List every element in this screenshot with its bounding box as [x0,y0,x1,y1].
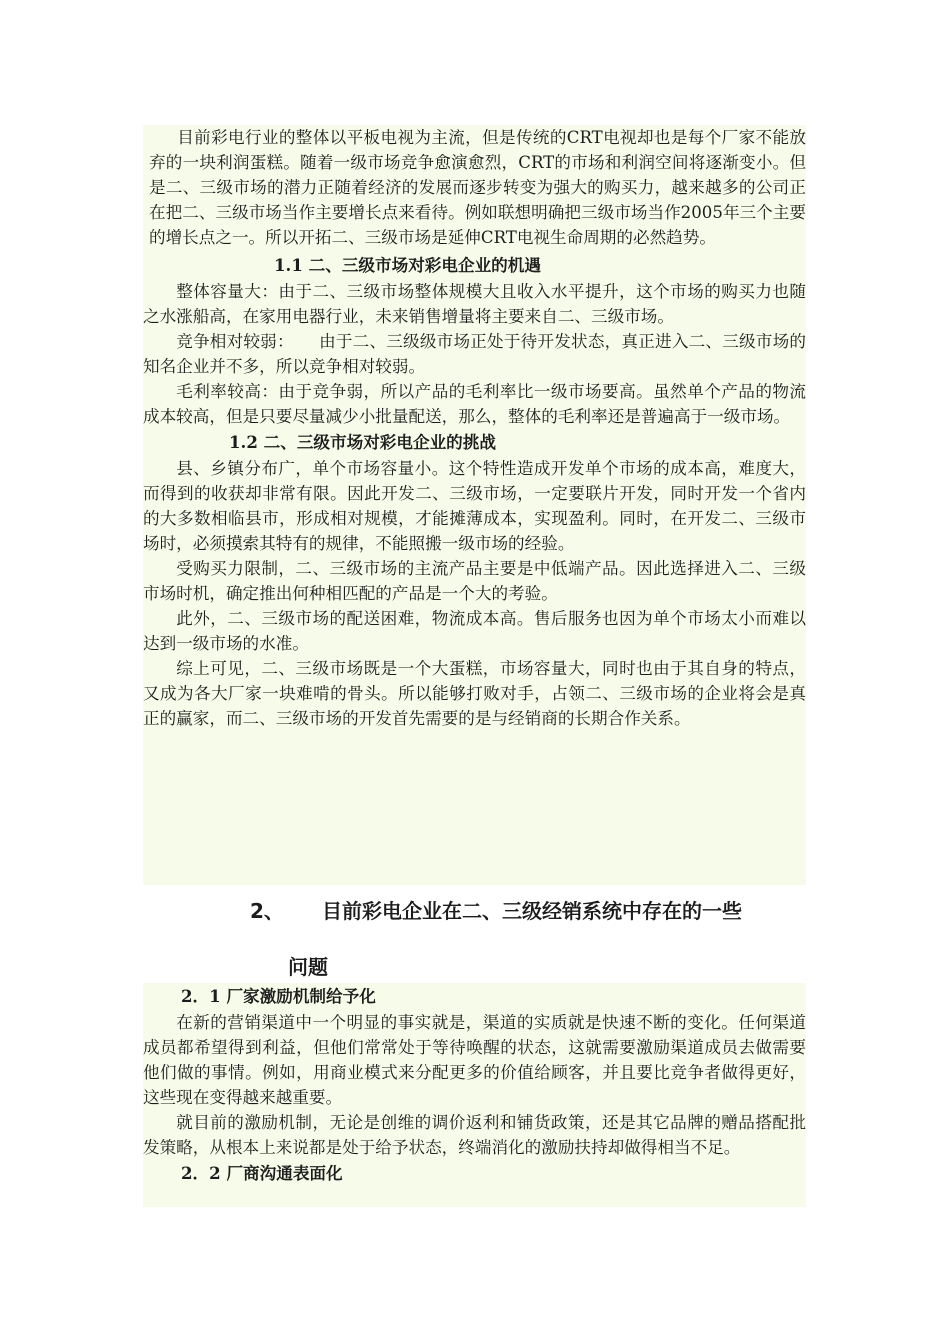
heading-2-title-line1: 目前彩电企业在二、三级经销系统中存在的一些 [322,899,742,923]
paragraph-1-2-a: 县、乡镇分布广，单个市场容量小。这个特性造成开发单个市场的成本高，难度大，而得到的收获却非常有限。因此开发二、三级市场，一定要联片开发，同时开发一个省内的大多数相临县市，形成相对规模，才能摊薄成本，实现盈利。同时，在开发二、三级市场时，必须摸索其特有的规律，不能照搬一级市场的经验。 [143,459,806,553]
paragraph-1-2-d: 综上可见，二、三级市场既是一个大蛋糕，市场容量大，同时也由于其自身的特点，又成为各大厂家一块难啃的骨头。所以能够打败对手，占领二、三级市场的企业将会是真正的赢家，而二、三级市场的开发首先需要的是与经销商的长期合作关系。 [143,659,806,728]
paragraph-1-1-b: 竞争相对较弱： 由于二、三级级市场正处于待开发状态，真正进入二、三级市场的知名企业并不多，所以竞争相对较弱。 [143,332,806,376]
section-1-block [143,125,806,885]
paragraph-2-1-a: 在新的营销渠道中一个明显的事实就是，渠道的实质就是快速不断的变化。任何渠道成员都希望得到利益，但他们常常处于等待唤醒的状态，这就需要激励渠道成员去做需要他们做的事情。例如，用商业模式来分配更多的价值给顾客，并且要比竞争者做得更好，这些现在变得越来越重要。 [143,1013,806,1107]
intro-paragraph: 目前彩电行业的整体以平板电视为主流，但是传统的CRT电视却也是每个厂家不能放弃的一块利润蛋糕。随着一级市场竞争愈演愈烈，CRT的市场和利润空间将逐渐变小。但是二、三级市场的潜力正随着经济的发展而逐步转变为强大的购买力，越来越多的公司正在把二、三级市场当作主要增长点来看待。例如联想明确把三级市场当作2005年三个主要的增长点之一。所以开拓二、三级市场是延伸CRT电视生命周期的必然趋势。 [149,128,806,247]
paragraph-1-1-c: 毛利率较高：由于竞争弱，所以产品的毛利率比一级市场要高。虽然单个产品的物流成本较高，但是只要尽量减少小批量配送，那么，整体的毛利率还是普遍高于一级市场。 [143,382,806,426]
paragraph-1-2-c: 此外，二、三级市场的配送困难，物流成本高。售后服务也因为单个市场太小而难以达到一级市场的水准。 [143,609,806,653]
heading-1-1: 1.1 二、三级市场对彩电企业的机遇 [274,255,541,275]
heading-2-2: 2．2 厂商沟通表面化 [181,1163,343,1183]
paragraph-1-2-b: 受购买力限制，二、三级市场的主流产品主要是中低端产品。因此选择进入二、三级市场时机，确定推出何种相匹配的产品是一个大的考验。 [143,559,806,603]
heading-2-number: 2、 [250,899,284,923]
paragraph-2-1-b: 就目前的激励机制，无论是创维的调价返利和铺货政策，还是其它品牌的赠品搭配批发策略，从根本上来说都是处于给予状态，终端消化的激励扶持却做得相当不足。 [143,1113,806,1157]
heading-2 [250,883,810,995]
heading-2-1: 2．1 厂家激励机制给予化 [181,986,376,1006]
section-2-block [143,983,806,1207]
heading-2-title-line2: 问题 [288,955,328,979]
heading-1-2: 1.2 二、三级市场对彩电企业的挑战 [229,432,496,452]
paragraph-1-1-a: 整体容量大：由于二、三级市场整体规模大且收入水平提升，这个市场的购买力也随之水涨船高，在家用电器行业，未来销售增量将主要来自二、三级市场。 [143,282,806,326]
